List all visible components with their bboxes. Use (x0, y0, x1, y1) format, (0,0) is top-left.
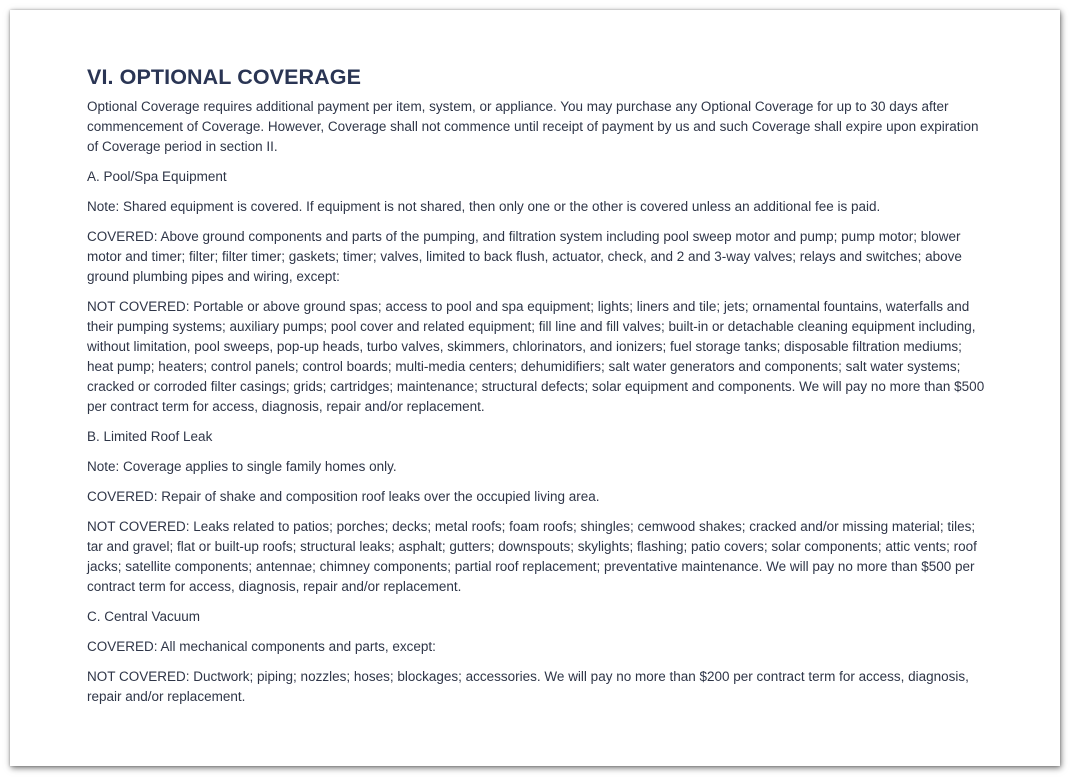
document-content (87, 64, 987, 717)
pool-note: Note: Shared equipment is covered. If equipment is not shared, then only one or the other is covered unless an additional fee is paid. (87, 199, 881, 214)
roof-note: Note: Coverage applies to single family homes only. (87, 459, 397, 474)
section-title: VI. OPTIONAL COVERAGE (87, 65, 362, 89)
pool-covered: COVERED: Above ground components and parts of the pumping, and filtration system including pool sweep motor and pump; pump motor; blower motor and timer; filter; filter timer; gaskets; timer; valves, limited to back flush, actuator, check, and 2 and 3-way valves; relays and switches; above ground plumbing pipes and wiring, except: (87, 229, 962, 284)
pool-not-covered: NOT COVERED: Portable or above ground spas; access to pool and spa equipment; lights; liners and tile; jets; ornamental fountains, waterfalls and their pumping systems; auxiliary pumps; pool cover and related equipment; fill line and fill valves; built-in or detachable cleaning equipment including, without limitation, pool sweeps, pop-up heads, turbo valves, skimmers, chlorinators, and ionizers; fuel storage tanks; disposable filtration mediums; heat pump; heaters; control panels; control boards; multi-media centers; dehumidifiers; salt water generators and components; salt water systems; cracked or corroded filter casings; grids; cartridges; maintenance; structural defects; solar equipment and components. We will pay no more than $500 per contract term for access, diagnosis, repair and/or replacement. (87, 299, 985, 414)
section-intro: Optional Coverage requires additional payment per item, system, or appliance. You may purchase any Optional Coverage for up to 30 days after commencement of Coverage. However, Coverage shall not commence until receipt of payment by us and such Coverage shall expire upon expiration of Coverage period in section II. (87, 99, 979, 154)
roof-heading: B. Limited Roof Leak (87, 429, 213, 444)
roof-not-covered: NOT COVERED: Leaks related to patios; porches; decks; metal roofs; foam roofs; shingles; cemwood shakes; cracked and/or missing material; tiles; tar and gravel; flat or built-up roofs; structural leaks; asphalt; gutters; downspouts; skylights; flashing; patio covers; solar components; attic vents; roof jacks; satellite components; antennae; chimney components; partial roof replacement; preventative maintenance. We will pay no more than $500 per contract term for access, diagnosis, repair and/or replacement. (87, 519, 977, 594)
vacuum-covered: COVERED: All mechanical components and parts, except: (87, 639, 436, 654)
pool-heading: A. Pool/Spa Equipment (87, 169, 227, 184)
roof-covered: COVERED: Repair of shake and composition roof leaks over the occupied living area. (87, 489, 600, 504)
document-page (10, 10, 1060, 766)
vacuum-heading: C. Central Vacuum (87, 609, 201, 624)
vacuum-not-covered: NOT COVERED: Ductwork; piping; nozzles; hoses; blockages; accessories. We will pay no more than $200 per contract term for access, diagnosis, repair and/or replacement. (87, 669, 969, 704)
